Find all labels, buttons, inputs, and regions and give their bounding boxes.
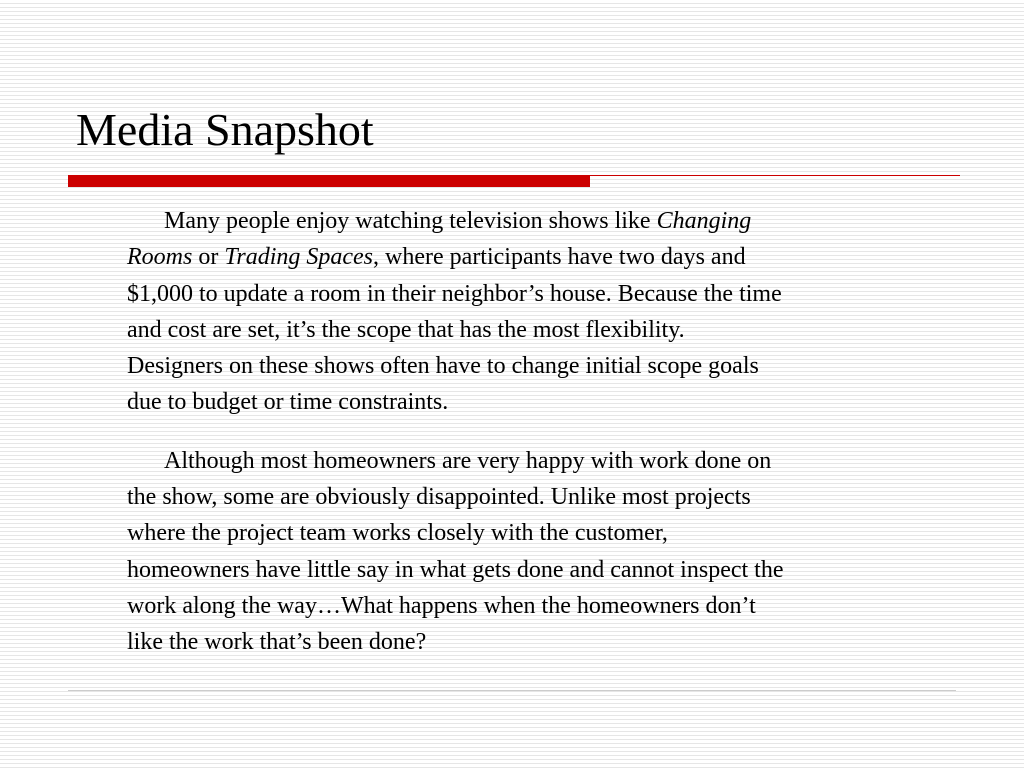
text-line (127, 203, 957, 239)
text-line: $1,000 to update a room in their neighbor’s house. Because the time (127, 280, 782, 307)
text-line: Designers on these shows often have to change initial scope goals (127, 353, 759, 380)
text-line: due to budget or time constraints. (127, 389, 449, 416)
text-line: like the work that’s been done? (127, 629, 427, 656)
text-line: Although most homeowners are very happy with work done on (164, 447, 772, 474)
show-title-italic: Changing (656, 208, 752, 234)
text-line: where the project team works closely with the customer, (127, 520, 668, 547)
text-run: Many people enjoy watching television shows like (164, 208, 657, 234)
text-line: homeowners have little say in what gets done and cannot inspect the (127, 556, 784, 583)
paragraph-spacer (127, 421, 957, 443)
slide-title: Media Snapshot (76, 104, 374, 155)
text-line: the show, some are obviously disappointed. Unlike most projects (127, 484, 751, 511)
show-title-italic: Rooms (127, 244, 193, 271)
text-line (127, 239, 957, 275)
paragraph-1 (127, 203, 957, 421)
text-line: work along the way…What happens when the homeowners don’t (127, 592, 756, 619)
body-text (127, 203, 957, 661)
title-underline-thin (590, 175, 960, 176)
text-run: or (192, 244, 225, 271)
title-underline-thick (68, 175, 590, 187)
text-run: , where participants have two days and (373, 244, 746, 271)
text-line: and cost are set, it’s the scope that has the most flexibility. (127, 316, 685, 343)
footer-divider (68, 690, 956, 691)
paragraph-2 (127, 443, 957, 661)
show-title-italic: Trading Spaces (224, 244, 374, 271)
